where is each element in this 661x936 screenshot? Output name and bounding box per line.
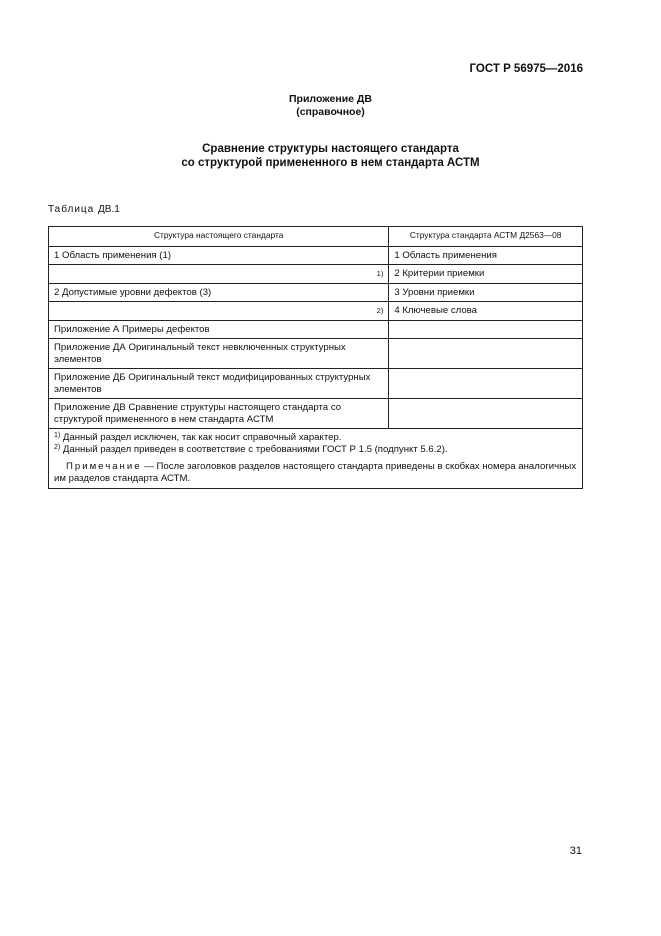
table-row	[49, 246, 583, 265]
cell-right: 4 Ключевые слова	[389, 302, 583, 321]
footnote-2-mark: 2)	[54, 444, 61, 451]
table-row	[49, 320, 583, 339]
header-col-astm-standard: Структура стандарта АСТМ Д2563—08	[389, 227, 583, 247]
standard-code: ГОСТ Р 56975—2016	[469, 63, 583, 75]
header-col-this-standard: Структура настоящего стандарта	[49, 227, 389, 247]
cell-right: 3 Уровни приемки	[389, 283, 583, 302]
annex-title-line1: Сравнение структуры настоящего стандарта	[202, 143, 459, 155]
cell-right	[389, 339, 583, 369]
table-row	[49, 399, 583, 429]
cell-left: Приложение ДБ Оригинальный текст модифицированных структурных элементов	[49, 369, 389, 399]
annex-title-line2: со структурой примененного в нем стандарта АСТМ	[181, 157, 480, 169]
note-label: Примечание	[66, 461, 142, 472]
table-row	[49, 369, 583, 399]
cell-left-footnote-ref: 2)	[49, 302, 389, 321]
cell-left: 1 Область применения (1)	[49, 246, 389, 265]
footnote-2	[54, 444, 577, 456]
table-row	[49, 265, 583, 284]
cell-right: 1 Область применения	[389, 246, 583, 265]
page-number: 31	[569, 845, 582, 857]
cell-right	[389, 399, 583, 429]
annex-heading	[0, 93, 661, 119]
annex-type: (справочное)	[296, 106, 365, 118]
footnote-1	[54, 432, 577, 444]
table-footer-row	[49, 429, 583, 489]
table-note	[42, 461, 577, 485]
cell-left: 2 Допустимые уровни дефектов (3)	[49, 283, 389, 302]
table-caption	[48, 204, 120, 215]
table-footnotes	[49, 429, 583, 489]
cell-right: 2 Критерии приемки	[389, 265, 583, 284]
annex-title	[0, 142, 661, 170]
table-caption-label: Таблица	[48, 204, 95, 215]
cell-right	[389, 320, 583, 339]
footnote-1-text: Данный раздел исключен, так как носит справочный характер.	[62, 432, 342, 443]
cell-left: Приложение А Примеры дефектов	[49, 320, 389, 339]
table-row	[49, 302, 583, 321]
table-row	[49, 283, 583, 302]
footnote-1-mark: 1)	[54, 432, 61, 439]
footnote-2-text: Данный раздел приведен в соответствие с требованиями ГОСТ Р 1.5 (подпункт 5.6.2).	[62, 444, 448, 455]
cell-left-footnote-ref: 1)	[49, 265, 389, 284]
comparison-table	[48, 226, 583, 489]
cell-right	[389, 369, 583, 399]
table-caption-number: ДВ.1	[98, 204, 120, 215]
annex-name: Приложение ДВ	[289, 93, 372, 105]
cell-left: Приложение ДА Оригинальный текст невключенных структурных элементов	[49, 339, 389, 369]
table-header-row	[49, 227, 583, 247]
cell-left: Приложение ДВ Сравнение структуры настоящего стандарта со структурой примененного в нем стандарта АСТМ	[49, 399, 389, 429]
table-row	[49, 339, 583, 369]
note-text: — После заголовков разделов настоящего стандарта приведены в скобках номера аналогичных им разделов стандарта АСТМ.	[54, 461, 577, 484]
